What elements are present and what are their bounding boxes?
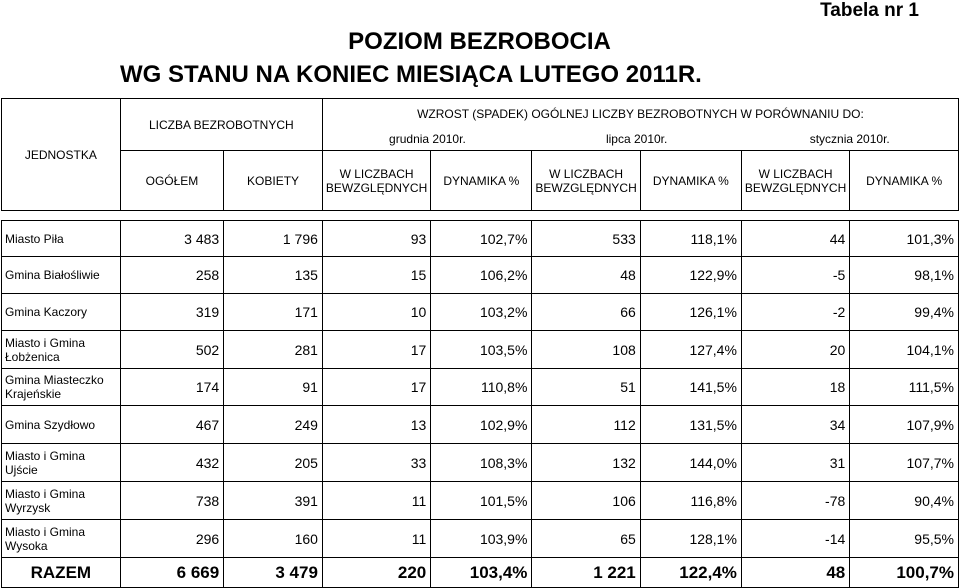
row-name: Gmina Szydłowo xyxy=(2,406,121,444)
cell-lipca-dyn: 144,0% xyxy=(640,444,741,482)
table-row xyxy=(2,331,959,369)
cell-grudnia-dyn: 102,7% xyxy=(431,221,532,257)
cell-grudnia-abs: 11 xyxy=(322,482,430,520)
row-name: Miasto i Gmina Łobżenica xyxy=(2,331,121,369)
cell-stycznia-dyn: 107,9% xyxy=(850,406,959,444)
cell-grudnia-abs: 11 xyxy=(322,520,430,558)
cell-kobiety: 281 xyxy=(224,331,323,369)
total-lipca-abs: 1 221 xyxy=(532,558,640,588)
total-grudnia-abs: 220 xyxy=(322,558,430,588)
cell-lipca-dyn: 122,9% xyxy=(640,257,741,294)
cell-stycznia-abs: -14 xyxy=(741,520,849,558)
page-title: POZIOM BEZROBOCIA xyxy=(348,28,611,55)
cell-lipca-abs: 65 xyxy=(532,520,640,558)
table-number: Tabela nr 1 xyxy=(820,0,919,21)
row-name: Gmina Białośliwie xyxy=(2,257,121,294)
cell-grudnia-dyn: 103,9% xyxy=(431,520,532,558)
row-name: Miasto i Gmina Wysoka xyxy=(2,520,121,558)
cell-lipca-dyn: 118,1% xyxy=(640,221,741,257)
total-grudnia-dyn: 103,4% xyxy=(431,558,532,588)
table-row xyxy=(2,294,959,331)
cell-ogolem: 174 xyxy=(120,369,223,406)
cell-grudnia-dyn: 103,5% xyxy=(431,331,532,369)
cell-stycznia-dyn: 107,7% xyxy=(850,444,959,482)
header-stycznia-abs: W LICZBACH BEWZGLĘDNYCH xyxy=(741,151,849,211)
header-ogolem: OGÓŁEM xyxy=(120,151,223,211)
header-lipca-dyn: DYNAMIKA % xyxy=(640,151,741,211)
cell-lipca-abs: 106 xyxy=(532,482,640,520)
header-grudnia: grudnia 2010r. xyxy=(322,129,532,151)
table-row xyxy=(2,221,959,257)
total-lipca-dyn: 122,4% xyxy=(640,558,741,588)
cell-lipca-dyn: 128,1% xyxy=(640,520,741,558)
cell-stycznia-abs: 34 xyxy=(741,406,849,444)
cell-grudnia-dyn: 103,2% xyxy=(431,294,532,331)
row-name: Miasto i Gmina Wyrzysk xyxy=(2,482,121,520)
table-row xyxy=(2,520,959,558)
cell-stycznia-dyn: 90,4% xyxy=(850,482,959,520)
cell-ogolem: 432 xyxy=(120,444,223,482)
cell-lipca-dyn: 126,1% xyxy=(640,294,741,331)
cell-grudnia-abs: 17 xyxy=(322,369,430,406)
total-label: RAZEM xyxy=(2,558,121,588)
total-stycznia-abs: 48 xyxy=(741,558,849,588)
cell-stycznia-dyn: 95,5% xyxy=(850,520,959,558)
page-subtitle: WG STANU NA KONIEC MIESIĄCA LUTEGO 2011R. xyxy=(120,61,702,88)
header-lipca-abs: W LICZBACH BEWZGLĘDNYCH xyxy=(532,151,640,211)
total-ogolem: 6 669 xyxy=(120,558,223,588)
cell-lipca-abs: 112 xyxy=(532,406,640,444)
table-row xyxy=(2,406,959,444)
cell-stycznia-abs: -78 xyxy=(741,482,849,520)
cell-stycznia-abs: 31 xyxy=(741,444,849,482)
cell-stycznia-dyn: 99,4% xyxy=(850,294,959,331)
cell-lipca-dyn: 127,4% xyxy=(640,331,741,369)
cell-stycznia-dyn: 98,1% xyxy=(850,257,959,294)
header-liczba-bezrobotnych: LICZBA BEZROBOTNYCH xyxy=(120,99,322,151)
total-row xyxy=(2,558,959,588)
cell-kobiety: 205 xyxy=(224,444,323,482)
cell-lipca-dyn: 116,8% xyxy=(640,482,741,520)
cell-kobiety: 135 xyxy=(224,257,323,294)
table-row xyxy=(2,257,959,294)
cell-ogolem: 3 483 xyxy=(120,221,223,257)
cell-kobiety: 391 xyxy=(224,482,323,520)
cell-grudnia-abs: 13 xyxy=(322,406,430,444)
header-grudnia-abs: W LICZBACH BEWZGLĘDNYCH xyxy=(322,151,430,211)
cell-kobiety: 91 xyxy=(224,369,323,406)
header-wzrost: WZROST (SPADEK) OGÓLNEJ LICZBY BEZROBOTNYCH W PORÓWNANIU DO: xyxy=(322,99,958,129)
cell-stycznia-abs: -2 xyxy=(741,294,849,331)
cell-kobiety: 160 xyxy=(224,520,323,558)
spacer xyxy=(2,211,959,221)
header-stycznia-dyn: DYNAMIKA % xyxy=(850,151,959,211)
cell-ogolem: 467 xyxy=(120,406,223,444)
cell-lipca-dyn: 141,5% xyxy=(640,369,741,406)
cell-stycznia-abs: -5 xyxy=(741,257,849,294)
cell-stycznia-dyn: 104,1% xyxy=(850,331,959,369)
cell-kobiety: 171 xyxy=(224,294,323,331)
cell-lipca-abs: 132 xyxy=(532,444,640,482)
cell-ogolem: 258 xyxy=(120,257,223,294)
header-kobiety: KOBIETY xyxy=(224,151,323,211)
cell-grudnia-dyn: 106,2% xyxy=(431,257,532,294)
header-lipca: lipca 2010r. xyxy=(532,129,742,151)
cell-ogolem: 502 xyxy=(120,331,223,369)
cell-grudnia-abs: 10 xyxy=(322,294,430,331)
cell-lipca-abs: 48 xyxy=(532,257,640,294)
cell-grudnia-dyn: 110,8% xyxy=(431,369,532,406)
cell-stycznia-dyn: 101,3% xyxy=(850,221,959,257)
total-kobiety: 3 479 xyxy=(224,558,323,588)
cell-grudnia-abs: 15 xyxy=(322,257,430,294)
table-row xyxy=(2,482,959,520)
row-name: Miasto i Gmina Ujście xyxy=(2,444,121,482)
table-row xyxy=(2,369,959,406)
cell-ogolem: 738 xyxy=(120,482,223,520)
cell-lipca-abs: 108 xyxy=(532,331,640,369)
cell-grudnia-abs: 33 xyxy=(322,444,430,482)
table-row xyxy=(2,444,959,482)
row-name: Gmina Miasteczko Krajeńskie xyxy=(2,369,121,406)
header-grudnia-dyn: DYNAMIKA % xyxy=(431,151,532,211)
cell-stycznia-abs: 20 xyxy=(741,331,849,369)
cell-ogolem: 319 xyxy=(120,294,223,331)
cell-stycznia-abs: 18 xyxy=(741,369,849,406)
header-jednostka: JEDNOSTKA xyxy=(2,99,121,211)
cell-kobiety: 1 796 xyxy=(224,221,323,257)
total-stycznia-dyn: 100,7% xyxy=(850,558,959,588)
unemployment-table xyxy=(1,98,959,588)
cell-grudnia-abs: 17 xyxy=(322,331,430,369)
cell-lipca-abs: 51 xyxy=(532,369,640,406)
cell-grudnia-dyn: 102,9% xyxy=(431,406,532,444)
cell-grudnia-dyn: 108,3% xyxy=(431,444,532,482)
header-stycznia: stycznia 2010r. xyxy=(741,129,958,151)
cell-stycznia-dyn: 111,5% xyxy=(850,369,959,406)
cell-lipca-abs: 66 xyxy=(532,294,640,331)
cell-stycznia-abs: 44 xyxy=(741,221,849,257)
row-name: Gmina Kaczory xyxy=(2,294,121,331)
cell-grudnia-dyn: 101,5% xyxy=(431,482,532,520)
cell-grudnia-abs: 93 xyxy=(322,221,430,257)
row-name: Miasto Piła xyxy=(2,221,121,257)
cell-lipca-dyn: 131,5% xyxy=(640,406,741,444)
cell-lipca-abs: 533 xyxy=(532,221,640,257)
cell-ogolem: 296 xyxy=(120,520,223,558)
cell-kobiety: 249 xyxy=(224,406,323,444)
